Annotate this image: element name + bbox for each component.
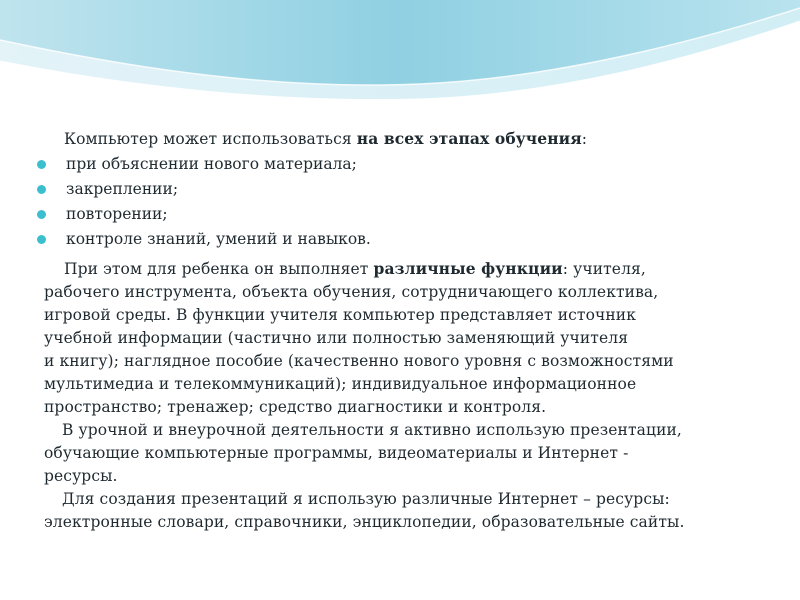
paragraph-line: ресурсы.: [44, 467, 118, 485]
slide-content: Компьютер может использоваться на всех этапах обучения: при объяснении нового материала; закреплении; повторении; контроле знаний, умений и навыков. При этом для ребенка он выполняет различные функции: учителя, рабочего инструмента, объекта обучения, сотрудничающего коллектива, игровой среды. В функции учителя компьютер представляет источник учебной информации (частично или полностью заменяющий учителя и книгу); наглядное пособие (качественно нового уровня с возможностями мультимедиа и телекоммуникаций); индивидуальное информационное пространство; тренажер; средство диагностики и контроля. В урочной и внеурочной деятельности я активно использую презентации, обучающие компьютерные программы, видеоматериалы и Интернет - ресурсы. Для создания презентаций я использую различные Интернет – ресурсы: электронные словари, справочники, энциклопедии, образовательные сайты.: [0, 0, 800, 600]
bullet-dot-icon: [37, 185, 46, 194]
paragraph-line: Для создания презентаций я использую различные Интернет – ресурсы:: [62, 490, 670, 508]
bullet-dot-icon: [37, 235, 46, 244]
paragraph-line: игровой среды. В функции учителя компьютер представляет источник: [44, 306, 637, 324]
paragraph-line: пространство; тренажер; средство диагностики и контроля.: [44, 398, 547, 416]
paragraph-line: мультимедиа и телекоммуникаций); индивидуальное информационное: [44, 375, 637, 393]
paragraph-line: учебной информации (частично или полностью заменяющий учителя: [44, 329, 629, 347]
bullet-dot-icon: [37, 210, 46, 219]
paragraph-line: В урочной и внеурочной деятельности я активно использую презентации,: [62, 421, 682, 439]
paragraph-line: и книгу); наглядное пособие (качественно нового уровня с возможностями: [44, 352, 674, 370]
paragraph-line: электронные словари, справочники, энциклопедии, образовательные сайты.: [44, 513, 685, 531]
paragraph-functions-line: При этом для ребенка он выполняет различные функции: учителя,: [64, 259, 646, 278]
intro-line: Компьютер может использоваться на всех этапах обучения:: [64, 129, 588, 148]
paragraph-line: рабочего инструмента, объекта обучения, сотрудничающего коллектива,: [44, 283, 659, 301]
paragraph-line: обучающие компьютерные программы, видеоматериалы и Интернет -: [44, 444, 629, 462]
bullet-dot-icon: [37, 160, 46, 169]
